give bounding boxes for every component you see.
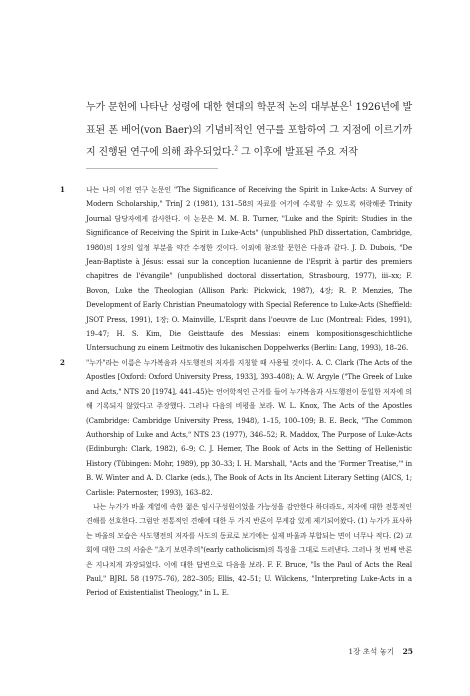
footnote-number: 1 [60, 185, 65, 194]
footnote-divider [86, 168, 218, 169]
footnote-ref-2[interactable]: 2 [234, 145, 238, 153]
page-footer [348, 646, 413, 658]
body-text-part-3: 그 이후에 발표된 주요 저작 [237, 147, 358, 158]
footnote-1 [60, 183, 412, 356]
body-text-part-2: 1926년에 발표된 폰 베어(von Baer)의 기념비적인 연구를 포함하여 그 지점에 이르기까지 진행된 연구에 의해 좌우되었다. [86, 102, 413, 158]
page-number: 25 [402, 647, 413, 656]
footnote-number: 2 [60, 357, 65, 367]
body-text-part-1: 누가 문헌에 나타난 성령에 대한 현대의 학문적 논의 대부분은 [86, 102, 349, 113]
footnote-text: "누가"라는 이름은 누가복음과 사도행전의 저자를 지칭할 때 사용될 것이다. A. C. Clark (The Acts of the Apostles [Oxford: Oxford University Press, 1933], 393–408); A. W. Argyle ("The Greek of Luke and Acts," NTS 20 [1974], 441–45)는 언어학적인 근거를 들어 누가복음과 사도행전이 동일한 저자에 의해 기록되지 않았다고 주장했다. 그러나 다음의 비평을 보라. W. L. Knox, The Acts of the Apostles (Cambridge: Cambridge University Press, 1948), 1–15, 100–109; B. E. Beck, "The Common Authorship of Luke and Acts," NTS 23 (1977), 346–52; R. Maddox, The Purpose of Luke-Acts (Edinburgh: Clark, 1982), 6–9; C. J. Hemer, The Book of Acts in the Setting of Hellenistic History (Tübingen: Mohr, 1989), pp 30–33; I. H. Marshall, "Acts and the 'Former Treatise,'" in B. W. Winter and A. D. Clarke (eds.), The Book of Acts in Its Ancient Literary Setting (AICS, 1; Carlisle: Paternoster, 1993), 163–82. [86, 358, 412, 497]
footnote-2 [60, 356, 412, 601]
footnotes [60, 183, 412, 601]
body-paragraph [86, 97, 412, 165]
footnote-ref-1[interactable]: 1 [348, 100, 353, 108]
chapter-running-title: 1장 초석 놓기 [348, 647, 395, 656]
footnote-text: 나는 나의 이전 연구 논문인 "The Significance of Receiving the Spirit in Luke-Acts: A Survey of Modern Scholarship," TrinJ 2 (1981), 131–58의 자료를 여기에 수록할 수 있도록 허락해준 Trinity Journal 담당자에게 감사한다. 이 논문은 M. M. B. Turner, "Luke and the Spirit: Studies in the Significance of Receiving the Spirit in Luke-Acts" (unpublished PhD dissertation, Cambridge, 1980)의 1장의 일정 부분을 약간 수정한 것이다. 이외에 참조할 문헌은 다음과 같다. J. D. Dubois, "De Jean-Baptiste à Jésus: essai sur la conception lucanienne de l'Esprit à partir des premiers chapitres de l'évangile" (unpublished doctoral dissertation, Strasbourg, 1977), iii–xx; F. Bovon, Luke the Theologian (Allison Park: Pickwick, 1987), 4장; R. P. Menzies, The Development of Early Christian Pneumatology with Special Reference to Luke-Acts (Sheffield: JSOT Press, 1991), 1장; O. Mainville, L'Esprit dans l'oeuvre de Luc (Montreal: Fides, 1991), 19–47; H. S. Kim, Die Geisttaufe des Messias: einem kompositionsgeschichtliche Untersuchung zu einem Leitmotiv des lukanischen Doppelwerks (Berlin: Lang, 1993), 18–26. [86, 186, 412, 353]
footnote-continuation: 나는 누가가 바울 계열에 속한 젊은 임시구성원이었을 가능성을 감안한다 하더라도, 저자에 대한 전통적인 견해를 선호한다. 그럼안 전통적인 견해에 대한 두 가지 반론이 무게감 있게 제기되어왔다. (1) 누가가 표사하는 바울의 모습은 사도행전의 저자를 사도의 동료로 보기에는 실제 바울과 부합되는 면이 너무나 적다. (2) 교회에 대한 그의 서술은 "초기 보편주의"(early catholicism)의 특징을 그대로 드러낸다. 그러나 첫 번째 반론은 지나치게 과장되었다. 이에 대한 답변으로 다음을 보라. F. F. Bruce, "Is the Paul of Acts the Real Paul," BJRL 58 (1975–76), 282–305; Ellis, 42–51; U. Wilckens, "Interpreting Luke-Acts in a Period of Existentialist Theology," in L. E. [86, 502, 412, 598]
